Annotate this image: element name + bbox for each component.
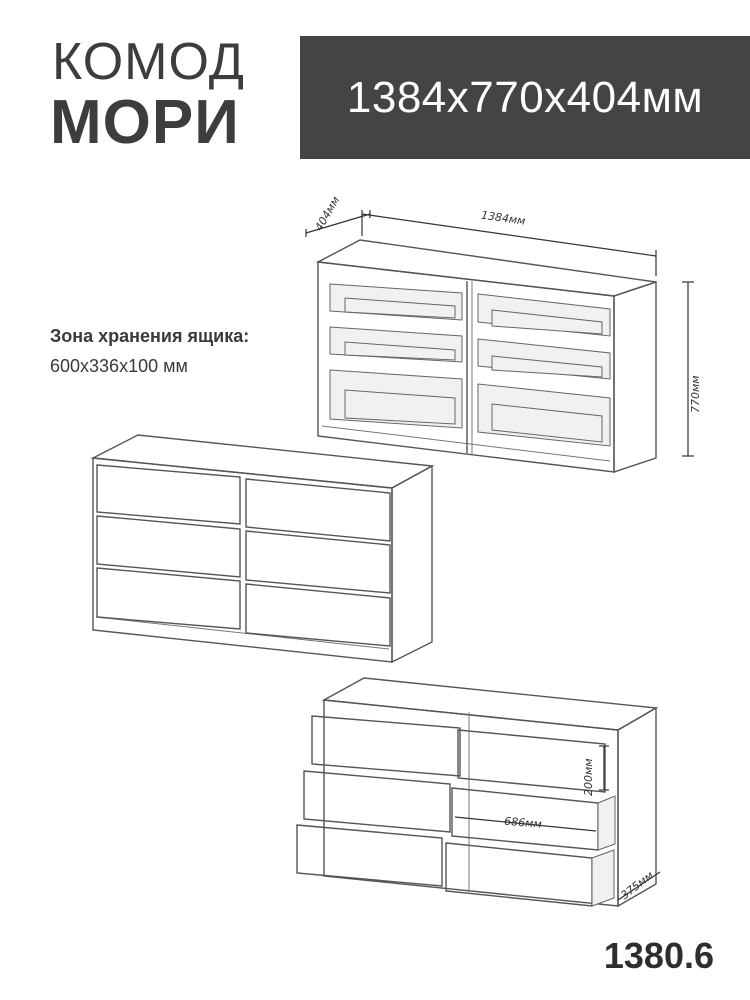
open-drawers-dresser-drawing bbox=[297, 678, 660, 906]
depth-dimension-label: 404мм bbox=[312, 194, 343, 234]
dimensions-text: 1384x770x404мм bbox=[346, 72, 704, 122]
cutaway-dresser-drawing bbox=[306, 194, 702, 472]
drawer-depth-dimension-label: 375мм bbox=[618, 868, 656, 903]
drawer-height-dimension-label: 200мм bbox=[582, 758, 595, 796]
storage-value: 600x336x100 мм bbox=[50, 356, 188, 376]
closed-dresser-drawing bbox=[93, 435, 432, 662]
height-dimension-label: 770мм bbox=[689, 375, 702, 413]
product-type-title: КОМОД bbox=[52, 33, 245, 91]
storage-label: Зона хранения ящика: bbox=[50, 326, 250, 346]
width-dimension-label: 1384мм bbox=[480, 208, 527, 228]
article-number: 1380.6 bbox=[603, 935, 714, 976]
product-name-title: МОРИ bbox=[50, 88, 240, 157]
drawer-width-dimension-label: 686мм bbox=[503, 814, 543, 831]
